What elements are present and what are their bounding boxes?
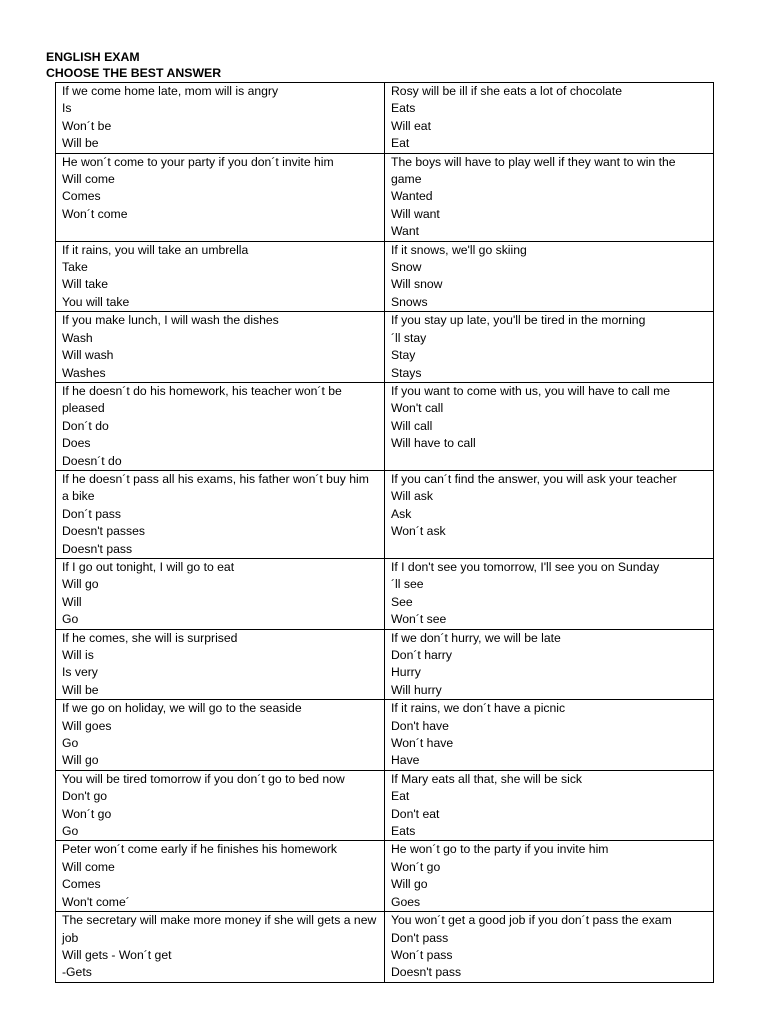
answer-option: Stays	[391, 365, 422, 380]
question-cell-left	[56, 312, 385, 383]
answer-option: Wash	[62, 330, 93, 345]
question-text: If I don't see you tomorrow, I'll see you on Sunday	[391, 559, 660, 574]
question-cell-left	[56, 912, 385, 983]
exam-instructions: CHOOSE THE BEST ANSWER	[46, 66, 222, 80]
table-row	[56, 153, 714, 241]
answer-option: Will be	[62, 136, 99, 151]
answer-option: Wanted	[391, 189, 433, 204]
answer-option: Have	[391, 753, 420, 768]
question-cell-right	[385, 83, 714, 154]
answer-option: Go	[62, 612, 79, 627]
question-text: He won´t come to your party if you don´t invite him	[62, 154, 334, 169]
answer-option: Will come	[62, 859, 115, 874]
answer-option: Don't have	[391, 718, 449, 733]
question-text: If it rains, you will take an umbrella	[62, 242, 249, 257]
answer-option: Is	[62, 101, 72, 116]
answer-option: Is very	[62, 665, 98, 680]
question-cell-left	[56, 83, 385, 154]
answer-option: Eat	[391, 789, 410, 804]
question-text: If we don´t hurry, we will be late	[391, 630, 561, 645]
table-row	[56, 700, 714, 771]
question-cell-right	[385, 770, 714, 841]
question-text: If you want to come with us, you will have to call me	[391, 383, 671, 398]
answer-option: Will snow	[391, 277, 443, 292]
question-text: If you stay up late, you'll be tired in the morning	[391, 313, 646, 328]
question-cell-right	[385, 312, 714, 383]
question-cell-left	[56, 382, 385, 470]
answer-option: Will want	[391, 206, 440, 221]
answer-option: Take	[62, 260, 88, 275]
answer-option: Eat	[391, 136, 410, 151]
question-text: If you can´t find the answer, you will ask your teacher	[391, 471, 677, 486]
answer-option: Won´t pass	[391, 947, 453, 962]
table-row	[56, 241, 714, 312]
answer-option: Doesn't passes	[62, 524, 145, 539]
question-text: If you make lunch, I will wash the dishes	[62, 313, 279, 328]
question-text: If we go on holiday, we will go to the seaside	[62, 701, 302, 716]
answer-option: Ask	[391, 506, 412, 521]
table-row	[56, 382, 714, 470]
answer-option: Will take	[62, 277, 109, 292]
exam-header	[46, 49, 221, 81]
answer-option: Go	[62, 736, 79, 751]
question-cell-left	[56, 153, 385, 241]
table-row	[56, 83, 714, 154]
question-cell-left	[56, 558, 385, 629]
answer-option: You will take	[62, 294, 130, 309]
table-row	[56, 841, 714, 912]
answer-option: Won't call	[391, 401, 444, 416]
answer-option: Go	[62, 824, 79, 839]
answer-option: Will hurry	[391, 682, 442, 697]
answer-option: Hurry	[391, 665, 421, 680]
answer-option: Will wash	[62, 348, 114, 363]
answer-option: Won´t see	[391, 612, 447, 627]
answer-option: Will go	[62, 753, 99, 768]
table-row	[56, 629, 714, 700]
answer-option: Will	[62, 594, 82, 609]
answer-option: Does	[62, 436, 91, 451]
question-cell-left	[56, 629, 385, 700]
answer-option: Don't go	[62, 789, 108, 804]
question-text: If he doesn´t do his homework, his teacher won´t be pleased	[62, 383, 342, 416]
question-cell-right	[385, 382, 714, 470]
question-cell-left	[56, 470, 385, 558]
answer-option: Doesn't pass	[391, 965, 462, 980]
question-text: The secretary will make more money if she will gets a new job	[62, 913, 377, 945]
answer-option: Don´t do	[62, 418, 109, 433]
table-row	[56, 770, 714, 841]
answer-option: Won´t come	[62, 206, 128, 221]
table-row	[56, 558, 714, 629]
question-cell-left	[56, 841, 385, 912]
answer-option: See	[391, 594, 413, 609]
question-text: You won´t get a good job if you don´t pass the exam	[391, 913, 672, 928]
answer-option: Comes	[62, 189, 101, 204]
question-cell-right	[385, 912, 714, 983]
answer-option: ´ll stay	[391, 330, 427, 345]
question-text: If I go out tonight, I will go to eat	[62, 559, 235, 574]
answer-option: Will gets - Won´t get	[62, 947, 172, 962]
answer-option: Snows	[391, 294, 428, 309]
question-text: If he comes, she will is surprised	[62, 630, 238, 645]
answer-option: Won´t go	[62, 806, 112, 821]
answer-option: Will is	[62, 648, 94, 662]
answer-option: Don't eat	[391, 806, 440, 821]
question-cell-right	[385, 558, 714, 629]
answer-option: Comes	[62, 877, 101, 892]
question-text: If Mary eats all that, she will be sick	[391, 771, 583, 786]
question-cell-left	[56, 770, 385, 841]
answer-option: Won´t go	[391, 859, 441, 874]
answer-option: Goes	[391, 894, 421, 909]
question-cell-right	[385, 241, 714, 312]
question-cell-left	[56, 700, 385, 771]
answer-option: Eats	[391, 824, 416, 839]
answer-option: Want	[391, 224, 419, 239]
exam-table	[55, 82, 714, 983]
answer-option: Snow	[391, 260, 422, 275]
answer-option: Won´t be	[62, 118, 112, 133]
answer-option: Don´t harry	[391, 648, 452, 662]
question-cell-right	[385, 470, 714, 558]
answer-option: Doesn't pass	[62, 541, 133, 556]
exam-title: ENGLISH EXAM	[46, 50, 140, 64]
answer-option: Will ask	[391, 489, 433, 504]
question-cell-right	[385, 700, 714, 771]
table-row	[56, 912, 714, 983]
answer-option: Stay	[391, 348, 416, 363]
answer-option: Will go	[391, 877, 428, 892]
table-row	[56, 470, 714, 558]
answer-option: Will go	[62, 577, 99, 592]
answer-option: Will have to call	[391, 436, 476, 451]
question-cell-left	[56, 241, 385, 312]
question-text: If he doesn´t pass all his exams, his father won´t buy him a bike	[62, 471, 369, 504]
answer-option: Won't come´	[62, 894, 130, 909]
question-text: If it snows, we'll go skiing	[391, 242, 527, 257]
answer-option: Don´t pass	[62, 506, 121, 521]
question-cell-right	[385, 153, 714, 241]
question-text: Peter won´t come early if he finishes his homework	[62, 842, 338, 857]
question-text: If we come home late, mom will is angry	[62, 84, 279, 98]
question-cell-right	[385, 629, 714, 700]
answer-option: Will eat	[391, 118, 431, 133]
table-row	[56, 312, 714, 383]
answer-option: Will be	[62, 682, 99, 697]
answer-option: Don't pass	[391, 930, 449, 945]
question-text: If it rains, we don´t have a picnic	[391, 701, 566, 716]
answer-option: ´ll see	[391, 577, 424, 592]
answer-option: Washes	[62, 365, 106, 380]
answer-option: Eats	[391, 101, 416, 116]
question-text: He won´t go to the party if you invite him	[391, 842, 609, 857]
question-text: Rosy will be ill if she eats a lot of chocolate	[391, 84, 622, 98]
answer-option: Won´t have	[391, 736, 454, 751]
answer-option: -Gets	[62, 965, 92, 980]
exam-table-body	[56, 83, 714, 983]
answer-option: Will call	[391, 418, 433, 433]
answer-option: Will come	[62, 172, 115, 187]
question-text: The boys will have to play well if they want to win the game	[391, 154, 676, 187]
answer-option: Will goes	[62, 718, 112, 733]
question-cell-right	[385, 841, 714, 912]
answer-option: Won´t ask	[391, 524, 446, 539]
answer-option: Doesn´t do	[62, 453, 122, 468]
question-text: You will be tired tomorrow if you don´t go to bed now	[62, 771, 345, 786]
